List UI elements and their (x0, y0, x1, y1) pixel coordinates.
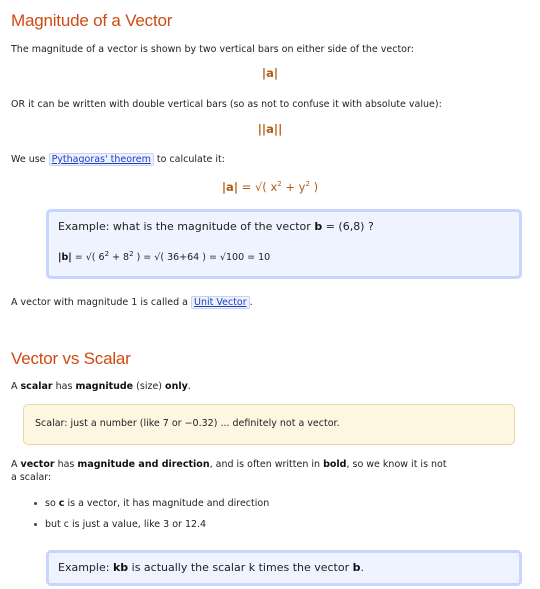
scalar-word: scalar (20, 381, 53, 392)
formula-sup-y: 2 (305, 180, 310, 189)
scalar-note-text: Scalar: just a number (like 7 or −0.32) ... definitely not a vector. (35, 418, 340, 429)
double-bar-equation: ||a|| (257, 122, 283, 136)
formula-part1: = √( x (238, 180, 278, 194)
single-bar-equation: |a| (261, 66, 279, 80)
example-vector-b: b (314, 220, 323, 233)
scalar-def-period: . (187, 381, 191, 392)
example-calculation (58, 249, 271, 263)
vector-def-line2: a scalar: (11, 472, 52, 483)
example2-prefix: Example: (58, 561, 110, 574)
vector-def-has: has (57, 459, 75, 470)
or-text: OR it can be written with double vertical bars (so as not to confuse it with absolute value): (11, 99, 442, 110)
vector-definition (11, 458, 521, 484)
section-title-vector-scalar: Vector vs Scalar (11, 349, 131, 368)
bullet1-pre: so (45, 498, 56, 509)
formula-sup-x: 2 (277, 180, 282, 189)
calc-sup-6: 2 (104, 249, 110, 258)
scalar-def-size: (size) (136, 381, 163, 392)
vector-def-rest2: , so we know it is not (346, 459, 447, 470)
magnitude-direction-words: magnitude and direction (77, 459, 210, 470)
example-prefix: Example: what is the magnitude of the vector (58, 220, 311, 233)
unit-suffix: . (249, 297, 253, 308)
example-calc-1: = √( 6 (71, 252, 105, 263)
bullet-item-2: but c is just a value, like 3 or 12.4 (45, 519, 207, 530)
example2-text (58, 561, 364, 574)
bullet-dot-2 (34, 523, 37, 526)
formula-part2: + y (281, 180, 306, 194)
example2-kb: kb (112, 561, 129, 574)
example-question (58, 220, 374, 233)
bullet-item-1 (45, 497, 269, 510)
vector-def-a: A (11, 459, 18, 470)
formula-a: |a| (221, 180, 239, 194)
we-use-text: We use (11, 154, 46, 165)
to-calculate-text: to calculate it: (156, 154, 225, 165)
example2-mid: is actually the scalar k times the vector (131, 561, 350, 574)
section-title-magnitude: Magnitude of a Vector (11, 11, 173, 30)
example-calc-2: + 8 (109, 252, 130, 263)
pythagoras-line (11, 153, 225, 166)
magnitude-word: magnitude (75, 381, 134, 392)
bold-word: bold (323, 459, 347, 470)
unit-vector-link[interactable]: Unit Vector (191, 296, 250, 309)
calc-sup-8: 2 (129, 249, 134, 258)
scalar-note-box (23, 404, 515, 445)
bullet1-post: is a vector, it has magnitude and direction (67, 498, 270, 509)
example-box-magnitude (46, 209, 522, 279)
vector-def-rest1: , and is often written in (209, 459, 321, 470)
bullet-dot-1 (34, 502, 37, 505)
example2-b: b (352, 561, 361, 574)
vector-word: vector (20, 459, 55, 470)
example-calc-3: ) = √( 36+64 ) = √100 = 10 (133, 252, 271, 263)
formula-part3: ) (309, 180, 319, 194)
scalar-definition (11, 380, 191, 393)
magnitude-formula (0, 180, 540, 194)
unit-prefix: A vector with magnitude 1 is called a (11, 297, 188, 308)
example-box-scalar (46, 550, 522, 586)
only-word: only (165, 381, 188, 392)
example2-end: . (360, 561, 365, 574)
scalar-def-a: A (11, 381, 18, 392)
intro-text: The magnitude of a vector is shown by two vertical bars on either side of the vector: (11, 44, 414, 55)
scalar-def-has: has (55, 381, 73, 392)
bullet1-c: c (58, 498, 65, 509)
example-suffix: = (6,8) ? (325, 220, 374, 233)
pythagoras-link[interactable]: Pythagoras' theorem (49, 153, 154, 166)
example-calc-b: |b| (58, 252, 72, 263)
unit-vector-line (11, 296, 253, 309)
